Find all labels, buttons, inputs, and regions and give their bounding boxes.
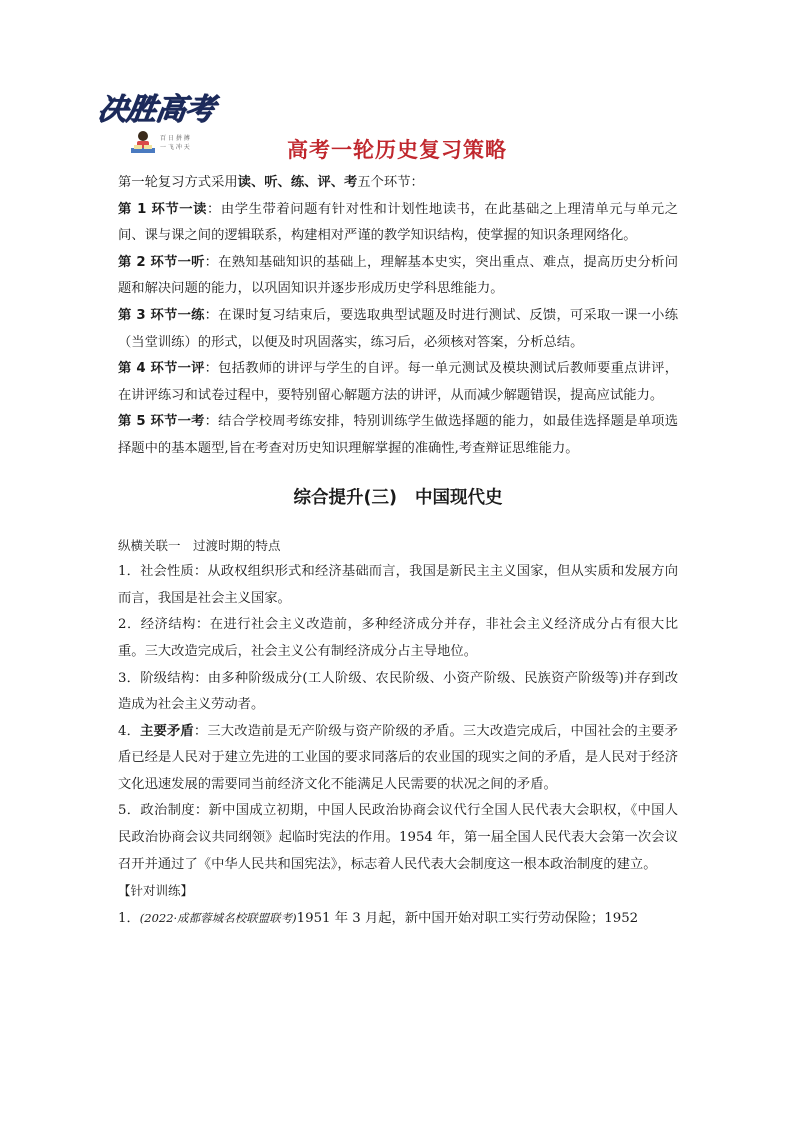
logo-tagline: 百 日 拼 搏 一 飞 冲 天 xyxy=(160,135,190,151)
step-3: 第 3 环节一练：在课时复习结束后，要选取典型试题及时进行测试、反馈，可采取一课一小练（当堂训练）的形式，以便及时巩固落实，练习后，必须核对答案，分析总结。 xyxy=(118,307,678,350)
point-3: 3．阶级结构：由多种阶级成分(工人阶级、农民阶级、小资产阶级、民族资产阶级等)并存到改造成为社会主义劳动者。 xyxy=(118,670,679,713)
subheading: 纵横关联一 过渡时期的特点 xyxy=(118,537,281,553)
page-title: 高考一轮历史复习策略 xyxy=(287,138,507,162)
point-5: 5．政治制度：新中国成立初期，中国人民政治协商会议代行全国人民代表大会职权，《中国人民政治协商会议共同纲领》起临时宪法的作用。1954 年，第一届全国人民代表大会第一次会议召开并通过了《中华人民共和国宪法》，标志着人民代表大会制度这一根本政治制度的建立。 xyxy=(118,803,679,872)
intro-line: 第一轮复习方式采用读、听、练、评、考五个环节： xyxy=(118,175,424,190)
step-5: 第 5 环节一考：结合学校周考练安排，特别训练学生做选择题的能力，如最佳选择题是单项选择题中的基本题型,旨在考查对历史知识理解掌握的准确性,考查辩证思维能力。 xyxy=(118,414,678,456)
step-4: 第 4 环节一评：包括教师的讲评与学生的自评。每一单元测试及模块测试后教师要重点讲评，在讲评练习和试卷过程中，要特别留心解题方法的讲评，从而减少解题错误，提高应试能力。 xyxy=(118,361,678,403)
practice-label: 【针对训练】 xyxy=(118,883,194,899)
step-1: 第 1 环节一读：由学生带着问题有针对性和计划性地读书，在此基础之上理清单元与单元之间、课与课之间的逻辑联系，构建相对严谨的教学知识结构，使掌握的知识条理网络化。 xyxy=(118,201,679,244)
step-2: 第 2 环节一听：在熟知基础知识的基础上，理解基本史实，突出重点、难点，提高历史分析问题和解决问题的能力，以巩固知识并逐步形成历史学科思维能力。 xyxy=(118,254,678,297)
document-body xyxy=(118,170,678,932)
point-4: 4．主要矛盾：三大改造前是无产阶级与资产阶级的矛盾。三大改造完成后，中国社会的主要矛盾已经是人民对于建立先进的工业国的要求同落后的农业国的现实之间的矛盾，是人民对于经济文化迅速发展的需要同当前经济文化不能满足人民需要的状况之间的矛盾。 xyxy=(118,723,679,792)
logo-text: 决胜高考 xyxy=(95,92,216,127)
point-2: 2．经济结构：在进行社会主义改造前，多种经济成分并存，非社会主义经济成分占有很大比重。三大改造完成后，社会主义公有制经济成分占主导地位。 xyxy=(118,617,679,659)
point-1: 1．社会性质：从政权组织形式和经济基础而言，我国是新民主主义国家，但从实质和发展方向而言，我国是社会主义国家。 xyxy=(118,564,679,606)
question-1: 1．(2022·成都蓉城名校联盟联考)1951 年 3 月起，新中国开始对职工实行劳动保险；1952 xyxy=(118,910,639,926)
section-title: 综合提升(三) 中国现代史 xyxy=(293,487,503,508)
